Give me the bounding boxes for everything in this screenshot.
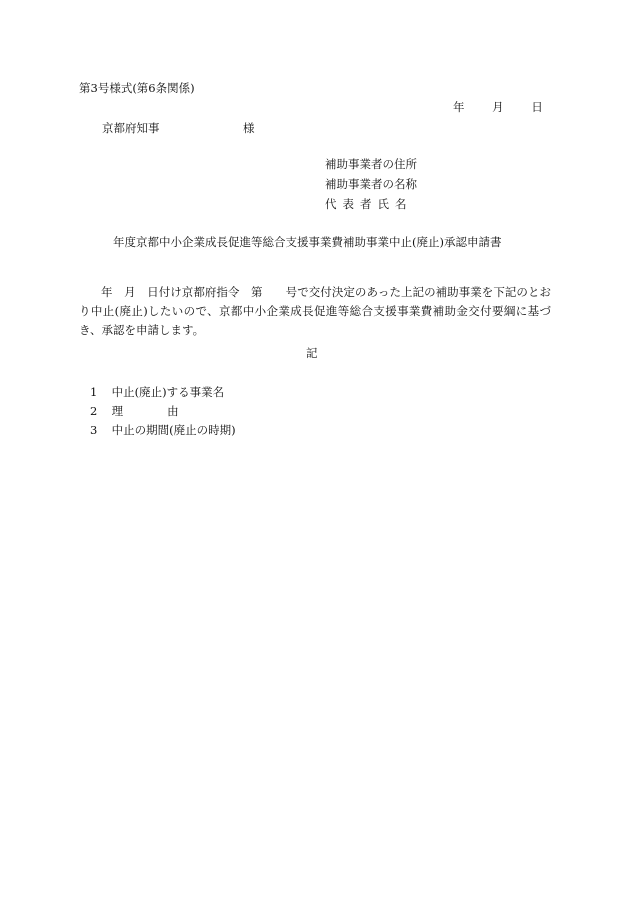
date-month: 月 xyxy=(492,100,504,114)
applicant-name-label: 補助事業者の名称 xyxy=(325,177,417,191)
item-label-reason-b: 由 xyxy=(167,404,179,418)
list-item xyxy=(90,421,236,440)
representative-label: 代表者氏名 xyxy=(325,197,413,211)
body-paragraph: 年 月 日付け京都府指令 第 号で交付決定のあった上記の補助事業を下記のとおり中止(廃止)したいので、京都中小企業成長促進等総合支援事業費補助金交付要綱に基づき、承認を申請します。 xyxy=(79,285,551,337)
item-number: 2 xyxy=(90,404,98,418)
applicant-address-label: 補助事業者の住所 xyxy=(325,157,417,171)
list-item xyxy=(90,383,236,402)
ki-heading: 記 xyxy=(306,346,318,360)
date-line xyxy=(453,99,543,115)
item-label: 中止の期間(廃止の時期) xyxy=(111,423,236,437)
item-number: 1 xyxy=(90,385,98,399)
item-label: 中止(廃止)する事業名 xyxy=(111,385,225,399)
document-title: 年度京都中小企業成長促進等総合支援事業費補助事業中止(廃止)承認申請書 xyxy=(113,235,502,249)
date-year: 年 xyxy=(453,100,465,114)
date-day: 日 xyxy=(531,100,543,114)
item-number: 3 xyxy=(90,423,98,437)
item-label-reason-a: 理 xyxy=(111,404,124,418)
addressee-honorific: 様 xyxy=(243,121,255,135)
list-item xyxy=(90,402,236,421)
applicant-block xyxy=(325,154,417,214)
form-number: 第3号様式(第6条関係) xyxy=(79,81,195,95)
addressee-name: 京都府知事 xyxy=(102,121,160,135)
item-list xyxy=(90,383,236,440)
